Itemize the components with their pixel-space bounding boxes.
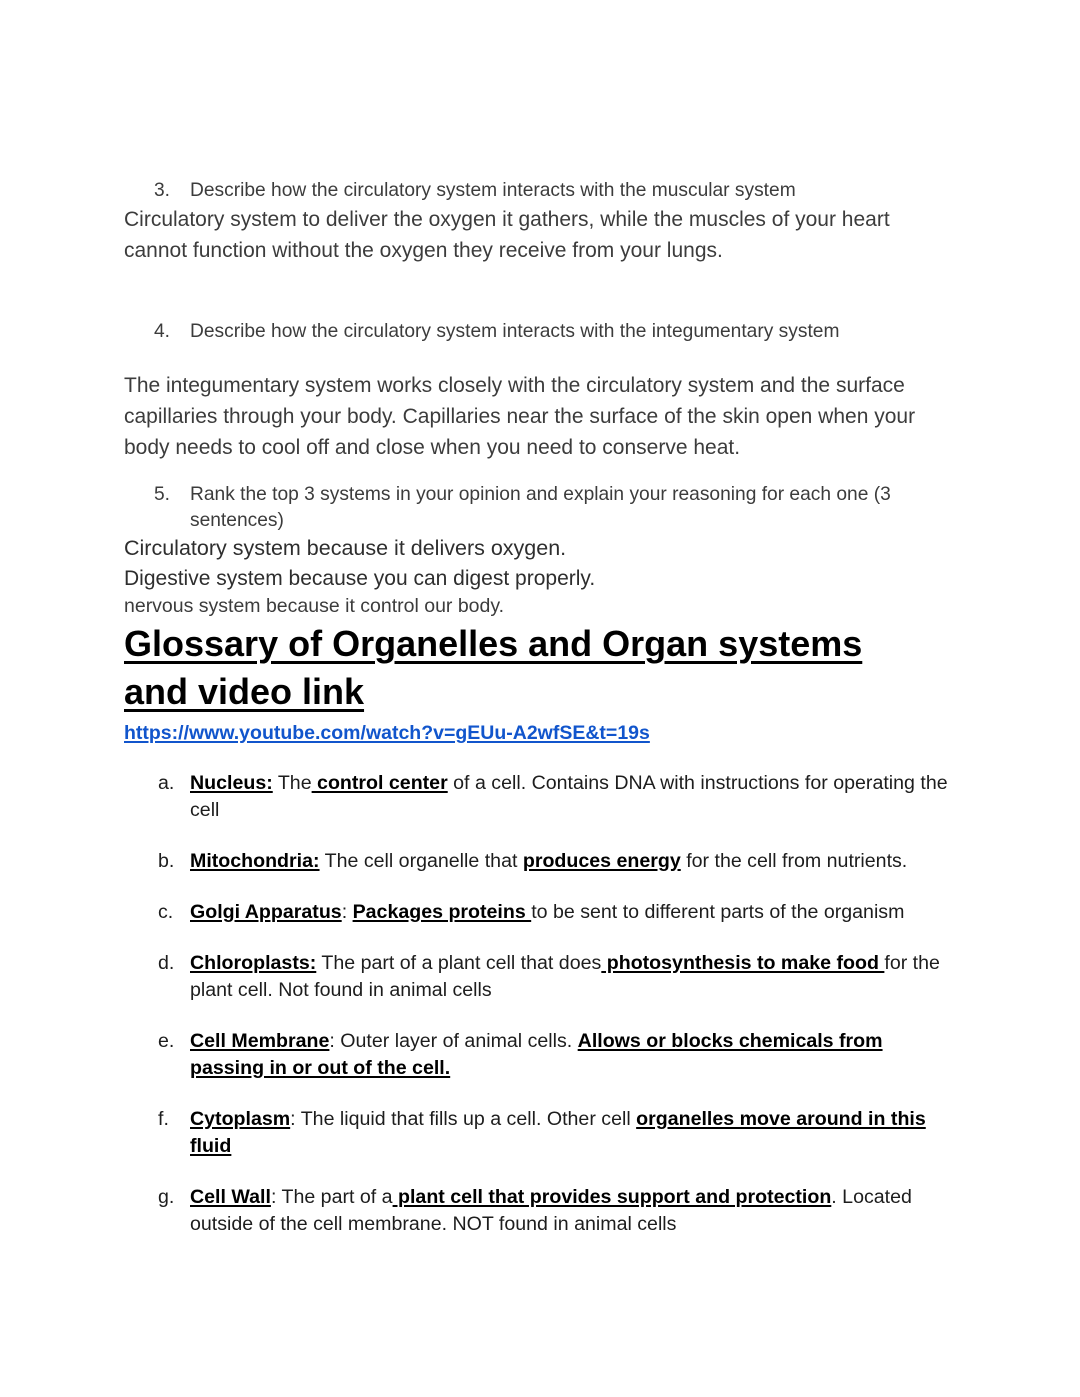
question-4-list (124, 319, 924, 345)
question-4-item (124, 319, 924, 345)
glossary-term-cell-membrane: Cell Membrane (190, 1030, 330, 1052)
answer-5-line-1: Circulatory system because it delivers oxygen. (124, 536, 567, 560)
list-item (124, 899, 954, 926)
answer-5-line-2: Digestive system because you can digest properly. (124, 567, 596, 590)
glossary-mid-d: The part of a plant cell that does (316, 952, 602, 974)
question-5-text: Rank the top 3 systems in your opinion and explain your reasoning for each one (3 sentences) (190, 484, 891, 531)
glossary-tail-a: of a cell. Contains DNA with instructions for operating the cell (190, 772, 948, 821)
glossary-marker-c: c. (158, 901, 174, 923)
question-4-marker: 4. (154, 321, 171, 342)
glossary-term-cell-wall: Cell Wall (190, 1186, 271, 1208)
glossary-marker-g: g. (158, 1186, 175, 1208)
glossary-tail-c: to be sent to different parts of the organism (531, 901, 905, 923)
glossary-term-mitochondria: Mitochondria: (190, 850, 320, 872)
glossary-term-nucleus: Nucleus: (190, 772, 273, 794)
question-5-marker: 5. (154, 484, 171, 505)
glossary-term-chloroplasts: Chloroplasts: (190, 952, 317, 974)
glossary-tail-b: for the cell from nutrients. (680, 850, 908, 872)
list-item (124, 1106, 954, 1160)
glossary-emphasis-f: organelles move around in this fluid (190, 1108, 926, 1157)
list-item (124, 1184, 954, 1238)
list-item (124, 950, 954, 1004)
list-item (124, 1028, 954, 1082)
glossary-mid-b: The cell organelle that (319, 850, 523, 872)
glossary-mid-e: : Outer layer of animal cells. (329, 1030, 578, 1052)
list-item (124, 848, 954, 875)
glossary-marker-d: d. (158, 952, 175, 974)
glossary-term-cytoplasm: Cytoplasm (190, 1108, 291, 1130)
glossary-emphasis-a: control center (311, 772, 448, 794)
glossary-mid-g: : The part of a (270, 1186, 393, 1208)
answer-5-line-3: nervous system because it control our body. (124, 595, 505, 617)
question-5-item (124, 482, 924, 534)
page-title-line-2: and video link (124, 671, 365, 712)
glossary-marker-f: f. (158, 1108, 169, 1130)
glossary-marker-b: b. (158, 850, 175, 872)
question-4-text: Describe how the circulatory system interacts with the integumentary system (190, 321, 840, 342)
question-3-marker: 3. (154, 180, 171, 201)
glossary-emphasis-b: produces energy (522, 850, 681, 872)
page-title (124, 620, 954, 716)
glossary-list (124, 770, 954, 1238)
question-3-text: Describe how the circulatory system interacts with the muscular system (190, 180, 796, 201)
glossary-term-golgi-apparatus: Golgi Apparatus (190, 901, 342, 923)
glossary-tail-d: for the plant cell. Not found in animal cells (190, 952, 940, 1001)
glossary-mid-a: The (272, 772, 312, 794)
glossary-marker-a: a. (158, 772, 175, 794)
video-link[interactable]: https://www.youtube.com/watch?v=gEUu-A2wfSE&t=19s (124, 722, 650, 744)
question-3-item (124, 178, 924, 204)
question-5-list (124, 482, 924, 534)
glossary-tail-g: . Located outside of the cell membrane. NOT found in animal cells (190, 1186, 912, 1235)
glossary-marker-e: e. (158, 1030, 175, 1052)
answer-4-paragraph: The integumentary system works closely with the circulatory system and the surface capillaries through your body. Capillaries near the surface of the skin open when your body needs to cool off and close when you need to conserve heat. (124, 374, 916, 459)
list-item (124, 770, 954, 824)
glossary-emphasis-g: plant cell that provides support and protection (392, 1186, 832, 1208)
answer-3-paragraph: Circulatory system to deliver the oxygen it gathers, while the muscles of your heart cannot function without the oxygen they receive from your lungs. (124, 208, 890, 262)
glossary-emphasis-d: photosynthesis to make food (601, 952, 885, 974)
page-title-line-1: Glossary of Organelles and Organ systems (124, 623, 863, 664)
glossary-emphasis-c: Packages proteins (352, 901, 532, 923)
question-3-list (124, 178, 924, 204)
glossary-mid-c: : (341, 901, 353, 923)
glossary-mid-f: : The liquid that fills up a cell. Other cell (290, 1108, 637, 1130)
glossary-emphasis-e: Allows or blocks chemicals from passing in or out of the cell. (190, 1030, 883, 1079)
